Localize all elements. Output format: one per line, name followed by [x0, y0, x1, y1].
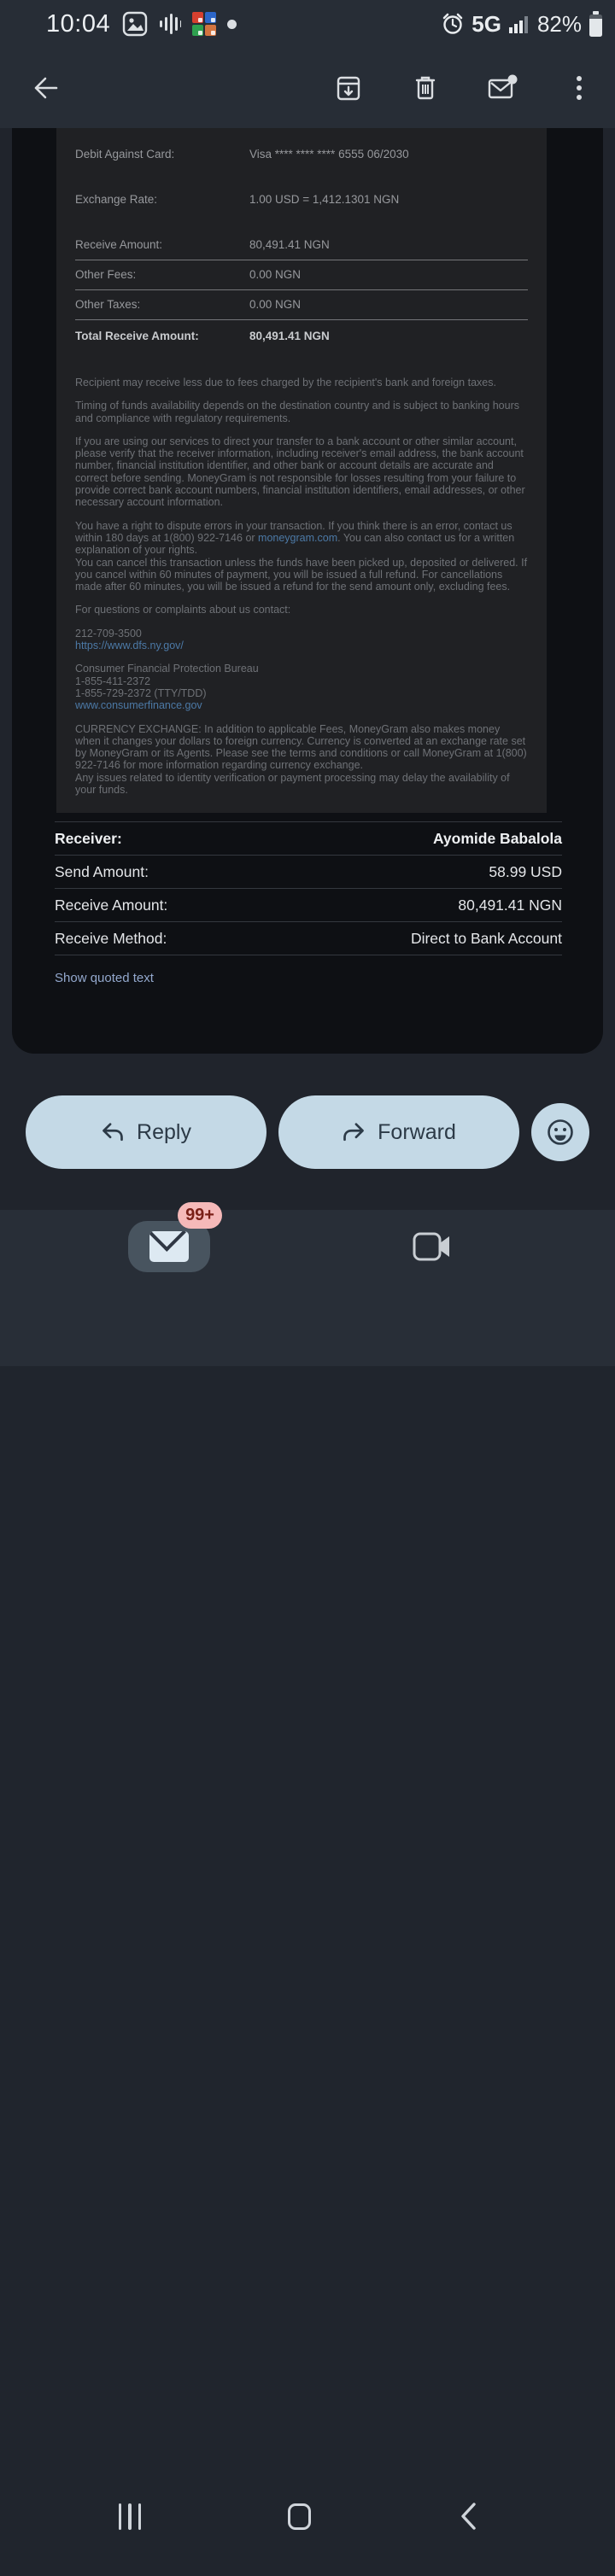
disclaimer-paragraph: If you are using our services to direct your transfer to a bank account or other similar account, please verify that the receiver information, including receiver's email address, the bank account number, financial institution identifier, and other bank or account details are accurate and correct before sending. MoneyGram is not responsible for losses resulting from your failure to provide correct bank account numbers, financial institution identifiers, email addresses, or other necessary account information. [75, 435, 525, 509]
summary-value: Ayomide Babalola [432, 829, 562, 847]
emoji-reaction-button[interactable] [531, 1103, 589, 1161]
summary-row-receive-amount [55, 889, 562, 922]
transfer-summary [55, 821, 562, 955]
reply-icon [101, 1121, 125, 1143]
phone-number: 212-709-3500 [75, 627, 142, 640]
recents-icon[interactable] [96, 2482, 164, 2550]
video-call-icon [412, 1231, 453, 1262]
gallery-icon [122, 11, 148, 37]
quoted-receipt-block [56, 128, 547, 813]
home-icon[interactable] [265, 2482, 333, 2550]
phone-number: 1-855-729-2372 (TTY/TDD) [75, 686, 207, 699]
summary-row-receiver [55, 822, 562, 856]
receipt-row [75, 140, 528, 169]
receipt-value: 1.00 USD = 1,412.1301 NGN [249, 193, 400, 206]
summary-value: 58.99 USD [489, 862, 562, 880]
back-icon[interactable] [434, 2482, 502, 2550]
emoji-reaction-icon [543, 1115, 577, 1149]
video-call-tab[interactable] [408, 1227, 456, 1266]
receipt-label: Other Taxes: [75, 298, 141, 311]
disclaimer-paragraph [75, 520, 528, 593]
bottom-app-bar [0, 1206, 615, 1366]
receipt-row [75, 260, 528, 290]
signal-icon [508, 13, 530, 35]
disclaimer-text: You have a right to dispute errors in your transaction. If you think there is an error, contact us within 180 days at 1(800) 922-7146 or [75, 519, 512, 544]
summary-label: Receive Amount: [55, 896, 168, 914]
cfpb-name: Consumer Financial Protection Bureau [75, 663, 259, 675]
network-type: 5G [472, 10, 501, 37]
summary-value: 80,491.41 NGN [458, 896, 562, 914]
battery-icon [589, 10, 603, 38]
summary-label: Receiver: [55, 829, 122, 847]
receipt-row [75, 290, 528, 320]
receipt-value: 80,491.41 NGN [249, 238, 330, 251]
receipt-fineprint [75, 377, 528, 796]
forward-button[interactable] [278, 1095, 519, 1169]
back-arrow-icon[interactable] [27, 71, 62, 105]
reply-label: Reply [137, 1119, 191, 1144]
contact-block [75, 628, 528, 652]
mail-tab-icon [149, 1231, 189, 1262]
receipt-value: Visa **** **** **** 6555 06/2030 [249, 148, 409, 161]
disclaimer-text: . You can also contact us for a written explanation of your rights. [75, 531, 515, 557]
summary-value: Direct to Bank Account [410, 929, 562, 947]
receipt-label: Total Receive Amount: [75, 330, 199, 342]
contact-intro: For questions or complaints about us contact: [75, 604, 291, 616]
cfpb-block [75, 663, 528, 711]
status-bar [0, 0, 615, 48]
summary-label: Receive Method: [55, 929, 167, 947]
receipt-label: Debit Against Card: [75, 148, 175, 161]
receipt-label: Exchange Rate: [75, 193, 158, 206]
receipt-label: Other Fees: [75, 268, 137, 281]
consumerfinance-link[interactable]: www.consumerfinance.gov [75, 699, 202, 712]
notification-dot [227, 20, 237, 29]
moneygram-link[interactable]: moneygram.com [258, 531, 338, 544]
receipt-total-row [75, 320, 528, 351]
receipt-row [75, 231, 528, 260]
email-message-card [12, 128, 603, 1054]
clock-time: 10:04 [46, 9, 111, 38]
receipt-value: 80,491.41 NGN [249, 330, 330, 342]
delete-icon[interactable] [408, 71, 442, 105]
disclaimer-paragraph: Timing of funds availability depends on the destination country and is subject to banking hours and compliance with regulatory requirements. [75, 400, 519, 424]
battery-percent: 82% [536, 10, 582, 37]
unread-count-badge: 99+ [178, 1202, 222, 1229]
receipt-value: 0.00 NGN [249, 298, 302, 311]
disclaimer-paragraph: Recipient may receive less due to fees charged by the recipient's bank and foreign taxes. [75, 377, 496, 388]
email-body-scroll[interactable] [0, 128, 615, 1210]
mark-unread-icon[interactable] [485, 71, 519, 105]
mail-tab[interactable] [128, 1206, 214, 1272]
disclaimer-text: Any issues related to identity verification or payment processing may delay the availability of your funds. [75, 771, 510, 797]
reply-button[interactable] [26, 1095, 266, 1169]
alarm-icon [441, 12, 465, 36]
forward-icon [342, 1121, 366, 1143]
equalizer-icon [159, 11, 181, 37]
currency-exchange-paragraph [75, 723, 528, 797]
disclaimer-text: CURRENCY EXCHANGE: In addition to applicable Fees, MoneyGram also makes money when it changes your dollars to foreign currency. Currency is converted at an exchange rate set by MoneyGram or its Agents. Please see the terms and conditions or call MoneyGram at 1(800) 922-7146 for more information regarding currency exchange. [75, 722, 527, 772]
email-toolbar [0, 48, 615, 128]
summary-row-send-amount [55, 856, 562, 889]
receipt-row [75, 185, 528, 214]
summary-label: Send Amount: [55, 862, 149, 880]
disclaimer-text: You can cancel this transaction unless the funds have been picked up, deposited or delivered. If you cancel within 60 minutes of payment, you will be issued a full refund. For cancellations made after 60 minutes, you will be issued a refund for the send amount only, excluding fees. [75, 556, 528, 593]
show-quoted-text-link[interactable]: Show quoted text [55, 971, 154, 985]
dfs-link[interactable]: https://www.dfs.ny.gov/ [75, 640, 184, 652]
archive-icon[interactable] [331, 71, 366, 105]
office-apps-icon [192, 12, 216, 36]
navigation-bar [0, 2482, 615, 2576]
phone-number: 1-855-411-2372 [75, 675, 151, 687]
overflow-menu-icon[interactable] [562, 71, 596, 105]
receipt-value: 0.00 NGN [249, 268, 302, 281]
summary-row-receive-method [55, 922, 562, 955]
email-actions [26, 1095, 589, 1169]
receipt-label: Receive Amount: [75, 238, 163, 251]
forward-label: Forward [378, 1119, 456, 1144]
